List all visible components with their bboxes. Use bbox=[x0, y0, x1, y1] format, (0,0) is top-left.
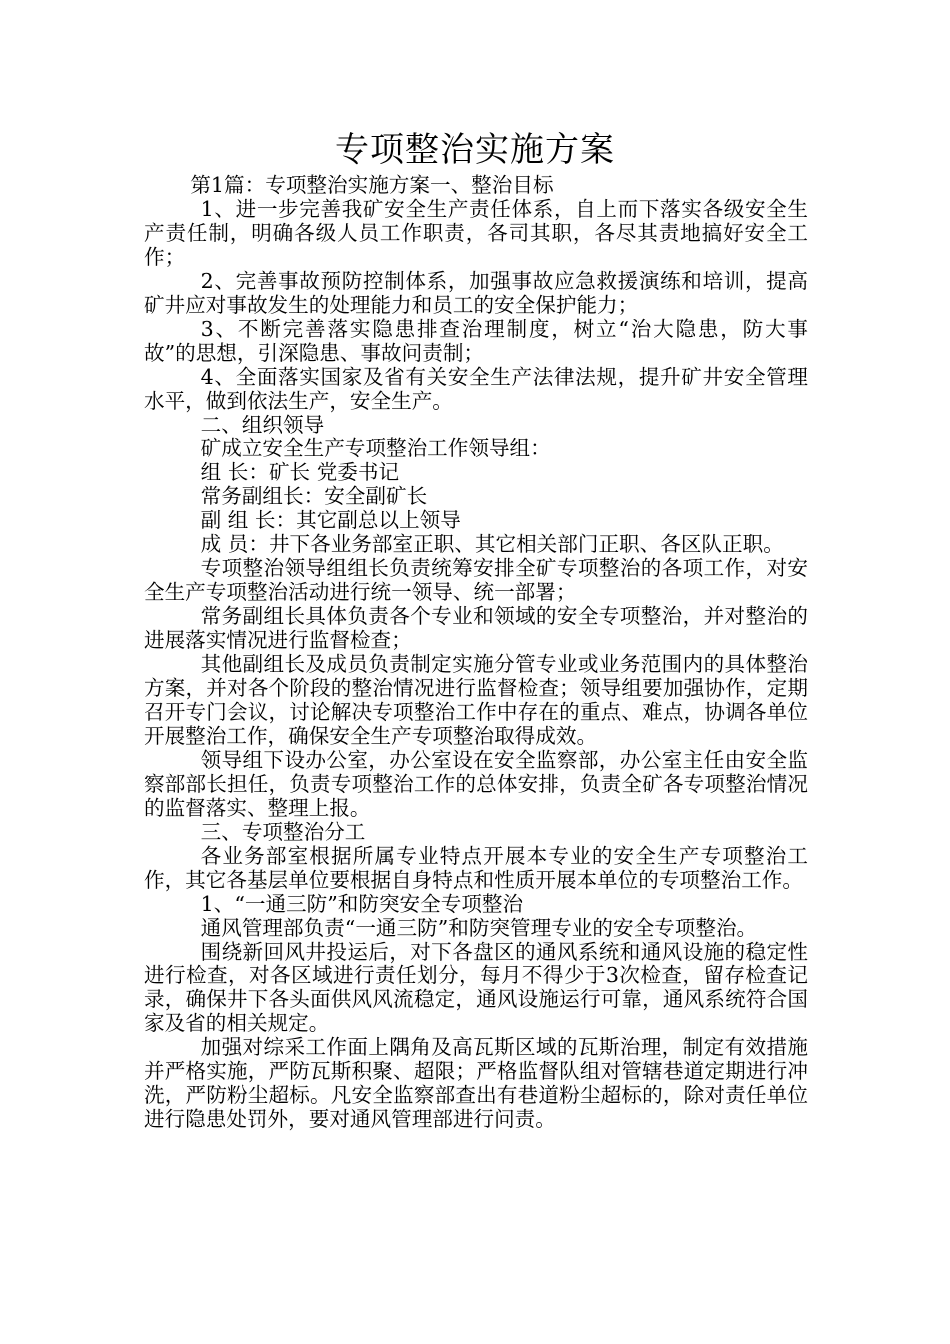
paragraph-goal-4: 4、全面落实国家及省有关安全生产法律法规，提升矿井安全管理水平，做到依法生产，安全生产。 bbox=[144, 364, 808, 413]
section-heading-division: 三、专项整治分工 bbox=[200, 819, 366, 844]
paragraph-goal-1: 1、进一步完善我矿安全生产责任体系，自上而下落实各级安全生产责任制，明确各级人员工作职责，各司其职，各尽其责地搞好安全工作； bbox=[144, 196, 808, 269]
paragraph-ventilation-inspection: 围绕新回风井投运后，对下各盘区的通风系统和通风设施的稳定性进行检查，对各区域进行责任划分，每月不得少于3次检查，留存检查记录，确保井下各头面供风风流稳定，通风设施运行可靠，通风系统符合国家及省的相关规定。 bbox=[144, 939, 808, 1036]
paragraph-other-deputies-duty: 其他副组长及成员负责制定实施分管专业或业务范围内的具体整治方案，并对各个阶段的整治情况进行监督检查；领导组要加强协作，定期召开专门会议，讨论解决专项整治工作中存在的重点、难点，协调各单位开展整治工作，确保安全生产专项整治取得成效。 bbox=[144, 652, 808, 748]
paragraph-division-overview: 各业务部室根据所属专业特点开展本专业的安全生产专项整治工作，其它各基层单位要根据自身特点和性质开展本单位的专项整治工作。 bbox=[144, 843, 808, 892]
paragraph-leader-duty: 专项整治领导组组长负责统筹安排全矿专项整治的各项工作，对安全生产专项整治活动进行统一领导、统一部署； bbox=[144, 556, 808, 605]
paragraph-leadership-group: 矿成立安全生产专项整治工作领导组： bbox=[200, 436, 551, 461]
paragraph-office: 领导组下设办公室，办公室设在安全监察部，办公室主任由安全监察部部长担任，负责专项整治工作的总体安排，负责全矿各专项整治情况的监督落实、整理上报。 bbox=[144, 747, 808, 820]
paragraph-goal-2: 2、完善事故预防控制体系，加强事故应急救援演练和培训，提高矿井应对事故发生的处理能力和员工的安全保护能力； bbox=[144, 268, 808, 317]
paragraph-executive-deputy-duty: 常务副组长具体负责各个专业和领域的安全专项整治，并对整治的进展落实情况进行监督检查； bbox=[144, 604, 808, 653]
paragraph-executive-deputy: 常务副组长：安全副矿长 bbox=[200, 484, 428, 509]
paragraph-group-leader: 组 长：矿长 党委书记 bbox=[200, 460, 400, 485]
section-heading-organization: 二、组织领导 bbox=[200, 412, 325, 437]
document-subtitle: 第1篇：专项整治实施方案一、整治目标 bbox=[190, 173, 554, 197]
document-body bbox=[144, 174, 808, 1132]
subsection-heading-ventilation: 1、“一通三防”和防突安全专项整治 bbox=[200, 891, 524, 916]
paragraph-goal-3: 3、不断完善落实隐患排查治理制度，树立“治大隐患，防大事故”的思想，引深隐患、事故问责制； bbox=[144, 316, 808, 365]
paragraph-members: 成 员：井下各业务部室正职、其它相关部门正职、各区队正职。 bbox=[200, 532, 784, 557]
document-title: 专项整治实施方案 bbox=[335, 130, 615, 170]
paragraph-ventilation-responsibility: 通风管理部负责“一通三防”和防突管理专业的安全专项整治。 bbox=[200, 915, 758, 940]
paragraph-deputy-leader: 副 组 长：其它副总以上领导 bbox=[200, 508, 461, 533]
paragraph-gas-control: 加强对综采工作面上隅角及高瓦斯区域的瓦斯治理，制定有效措施并严格实施，严防瓦斯积聚、超限；严格监督队组对管辖巷道定期进行冲洗，严防粉尘超标。凡安全监察部查出有巷道粉尘超标的，除对责任单位进行隐患处罚外，要对通风管理部进行问责。 bbox=[144, 1035, 808, 1132]
